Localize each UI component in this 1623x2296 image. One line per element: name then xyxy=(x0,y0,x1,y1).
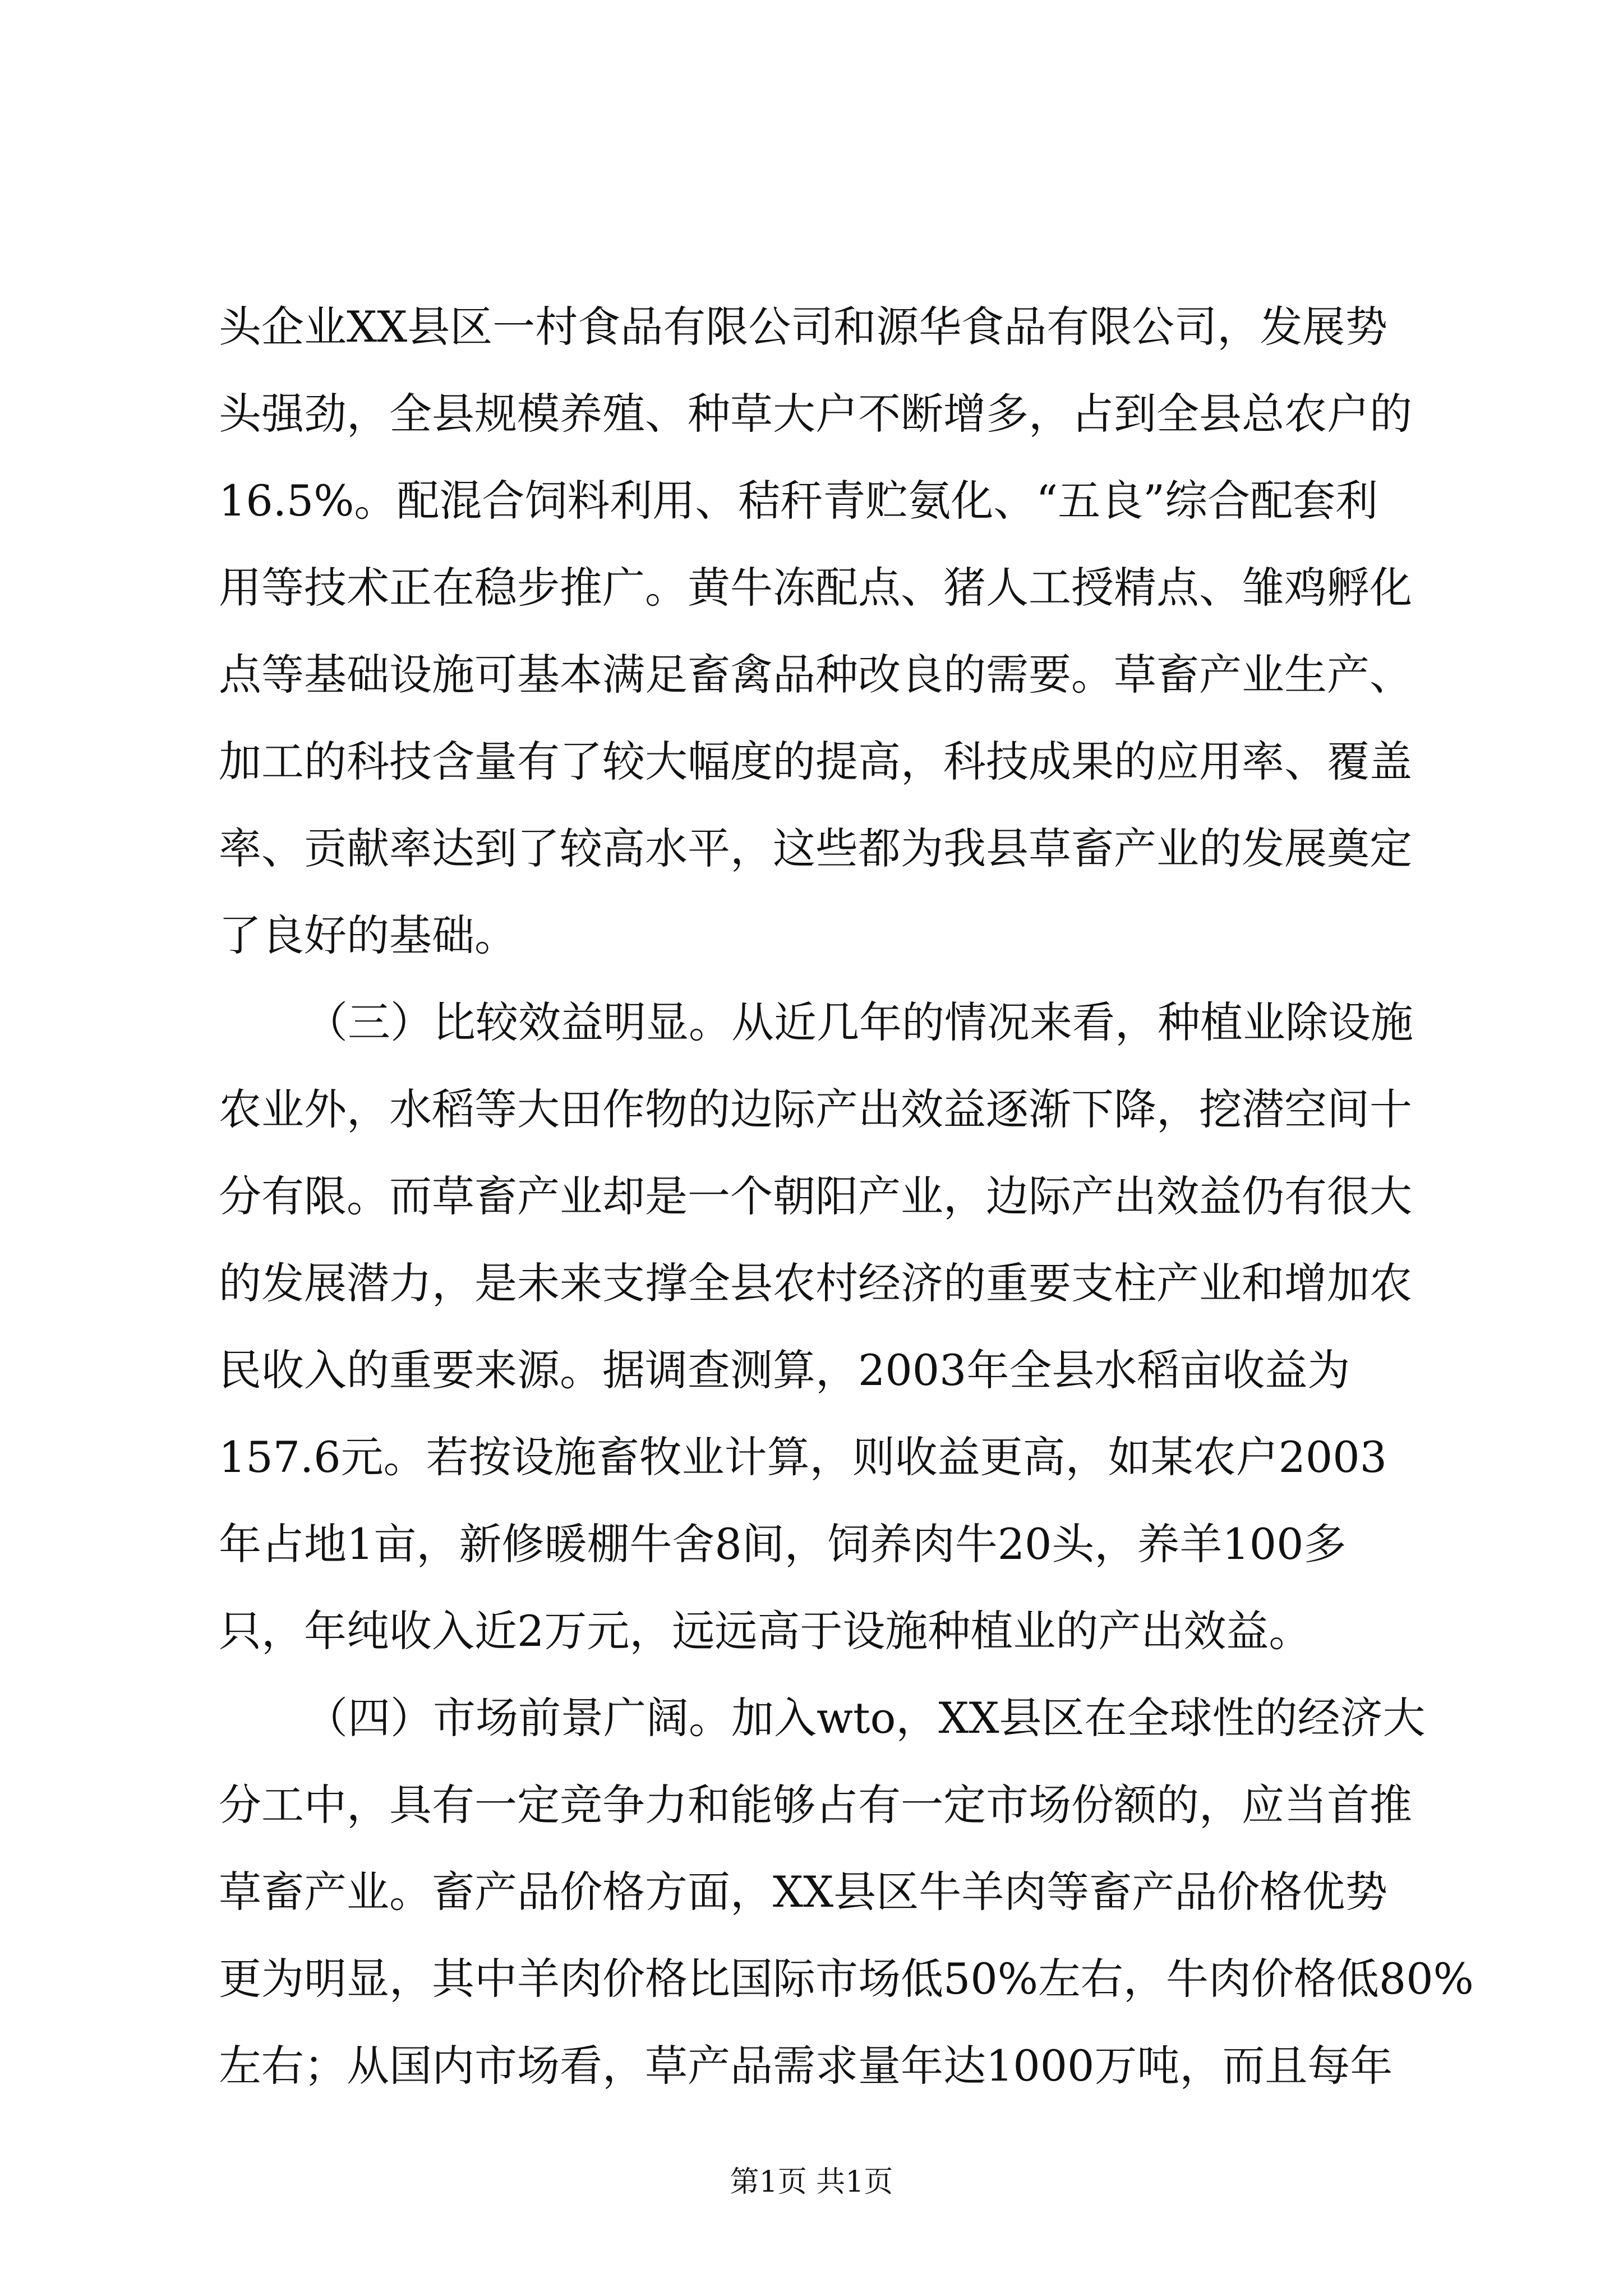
text-line: 16.5%。配混合饲料利用、秸秆青贮氨化、“五良”综合配套利 xyxy=(219,476,1378,526)
paragraph-start-line: （三）比较效益明显。从近几年的情况来看，种植业除设施 xyxy=(305,997,1413,1047)
text-line: 只，年纯收入近2万元，远远高于设施种植业的产出效益。 xyxy=(219,1606,1312,1656)
text-line: 分有限。而草畜产业却是一个朝阳产业，边际产出效益仍有很大 xyxy=(219,1171,1412,1221)
text-line: 头企业XX县区一村食品有限公司和源华食品有限公司，发展势 xyxy=(219,302,1388,352)
text-line: 草畜产业。畜产品价格方面，XX县区牛羊肉等畜产品价格优势 xyxy=(219,1867,1388,1917)
text-line: 更为明显，其中羊肉价格比国际市场低50%左右，牛肉价格低80% xyxy=(219,1954,1474,2004)
text-line: 的发展潜力，是未来支撑全县农村经济的重要支柱产业和增加农 xyxy=(219,1258,1412,1308)
text-line: 头强劲，全县规模养殖、种草大户不断增多，占到全县总农户的 xyxy=(219,389,1412,439)
text-line: 率、贡献率达到了较高水平，这些都为我县草畜产业的发展奠定 xyxy=(219,823,1412,873)
text-line: 分工中，具有一定竞争力和能够占有一定市场份额的，应当首推 xyxy=(219,1780,1412,1830)
text-line: 农业外，水稻等大田作物的边际产出效益逐渐下降，挖潜空间十 xyxy=(219,1084,1412,1134)
text-line: 左右；从国内市场看，草产品需求量年达1000万吨，而且每年 xyxy=(219,2041,1393,2091)
text-line: 民收入的重要来源。据调查测算，2003年全县水稻亩收益为 xyxy=(219,1345,1350,1395)
text-line: 加工的科技含量有了较大幅度的提高，科技成果的应用率、覆盖 xyxy=(219,737,1412,786)
text-line: 年占地1亩，新修暖棚牛舍8间，饲养肉牛20头，养羊100多 xyxy=(219,1519,1347,1569)
paragraph-start-line: （四）市场前景广阔。加入wto，XX县区在全球性的经济大 xyxy=(305,1693,1426,1743)
text-line: 用等技术正在稳步推广。黄牛冻配点、猪人工授精点、雏鸡孵化 xyxy=(219,563,1412,613)
text-line: 了良好的基础。 xyxy=(219,910,517,960)
text-line: 157.6元。若按设施畜牧业计算，则收益更高，如某农户2003 xyxy=(219,1432,1387,1482)
body-text xyxy=(219,283,1474,2109)
page-footer: 第1页 共1页 xyxy=(730,2165,893,2199)
text-line: 点等基础设施可基本满足畜禽品种改良的需要。草畜产业生产、 xyxy=(219,650,1412,700)
